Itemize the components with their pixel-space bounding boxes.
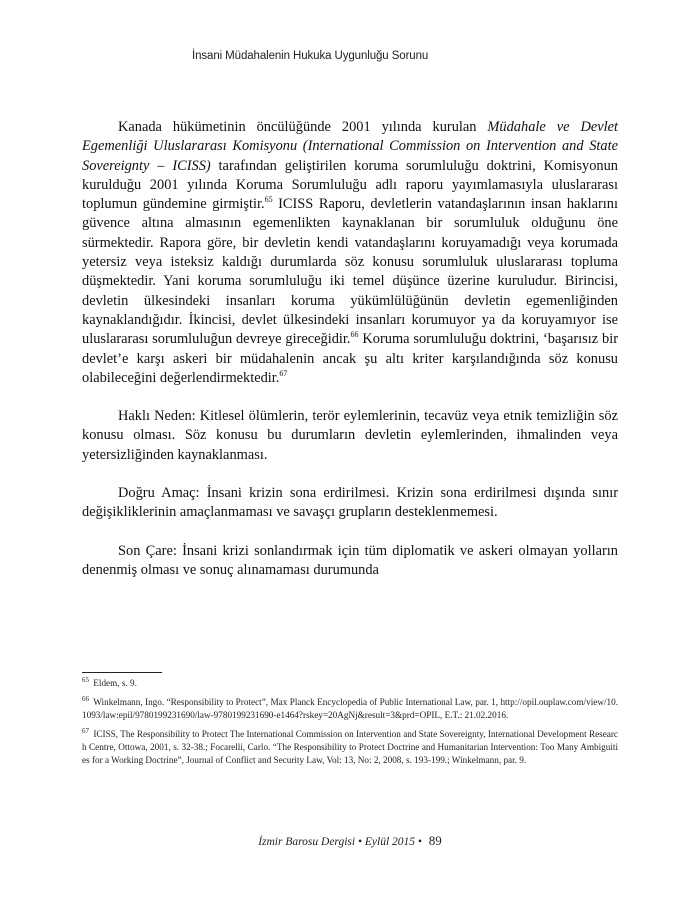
paragraph-text: Kanada hükümetinin öncülüğünde 2001 yılında kurulan [118, 119, 488, 135]
footnote-number: 65 [82, 675, 89, 684]
footnotes [82, 677, 618, 773]
footnote-ref-67[interactable]: 67 [279, 369, 288, 379]
page-footer [0, 833, 700, 849]
footnote-divider [82, 672, 162, 673]
main-text [82, 118, 618, 580]
footnote-number: 67 [82, 726, 89, 735]
running-header: İnsani Müdahalenin Hukuka Uygunluğu Sorunu [192, 50, 429, 62]
commission-name: Müdahale ve Devlet Egemenliği Uluslararası Komisyonu (International Commission on Intervention and State Sovereignty – ICISS) [82, 119, 618, 174]
paragraph-intro [82, 118, 618, 388]
page-number: 89 [428, 833, 442, 848]
footnote-text: Winkelmann, Ingo. “Responsibility to Protect”, Max Planck Encyclopedia of Public International Law, par. 1, http://opil.ouplaw.com/view/10.1093/law:epil/9780199231690/law-9780199231690-e1464?rskey=20AgNj&result=3&prd=OPIL, E.T.: 21.02.2016. [82, 697, 618, 720]
paragraph-text: ICISS Raporu, devletlerin vatandaşlarının insan haklarını güvence altına almasının egemenlikten kaynaklanan bir sorumluluk olduğunu öne sürmektedir. Rapora göre, bir devletin kendi vatandaşlarını koruyamadığı veya korumada yetersiz veya isteksiz kaldığı durumlarda söz konusu sorumluluk uluslararası topluma düşmektedir. Yani koruma sorumluluğu iki temel düşünce üzerine kuruludur. Birincisi, devletin ülkesindeki insanları koruma yükümlülüğünün devletin egemenliğinden kaynaklandığıdır. İkincisi, devlet ülkesindeki insanları korumuyor ya da koruyamıyor ise uluslararası sorumluluğun devreye gireceğidir. [82, 196, 618, 348]
paragraph-just-cause: Haklı Neden: Kitlesel ölümlerin, terör eylemlerinin, tecavüz veya etnik temizliğin söz konusu olması. Söz konusu bu durumların devletin eylemlerinden, ihmalinden veya yetersizliğinden kaynaklanması. [82, 408, 618, 463]
paragraph-text: Koruma sorumluluğu doktrini, ‘başarısız bir devlet’e karşı askeri bir müdahalenin ancak şu altı kriter karşılandığında söz konusu olabileceğini değerlendirmektedir. [82, 331, 618, 386]
footnote-ref-66[interactable]: 66 [350, 330, 359, 340]
paragraph-text: tarafından geliştirilen koruma sorumluluğu doktrini, Komisyonun kurulduğu 2001 yılında Koruma Sorumluluğu adlı raporu yayımlamasıyla uluslararası toplumun gündemine girmiştir. [82, 157, 618, 213]
footnote-text: ICISS, The Responsibility to Protect The International Commission on Intervention and State Sovereignty, International Development Research Centre, Ottowa, 2001, s. 32-38.; Focarelli, Carlo. “The Responsibility to Protect Doctrine and Humanitarian Intervention: Too Many Ambiguities for a Working Doctrine”, Journal of Conflict and Security Law, Vol: 13, No: 2, 2008, s. 193-199.; Winkelmann, par. 9. [82, 729, 619, 765]
footnote-65 [82, 677, 618, 690]
footnote-number: 66 [82, 694, 89, 703]
journal-name: İzmir Barosu Dergisi • Eylül 2015 • [258, 836, 422, 848]
footnote-67 [82, 728, 618, 767]
footnote-66 [82, 696, 618, 722]
paragraph-last-resort: Son Çare: İnsani krizi sonlandırmak için tüm diplomatik ve askeri olmayan yolların denenmiş olması ve sonuç alınamaması durumunda [82, 542, 618, 578]
footnote-text: Eldem, s. 9. [93, 678, 137, 688]
footnote-ref-65[interactable]: 65 [264, 195, 273, 205]
paragraph-right-intention: Doğru Amaç: İnsani krizin sona erdirilmesi. Krizin sona erdirilmesi dışında sınır değişikliklerinin amaçlanmaması ve savaşçı grupların desteklenmemesi. [82, 485, 618, 521]
